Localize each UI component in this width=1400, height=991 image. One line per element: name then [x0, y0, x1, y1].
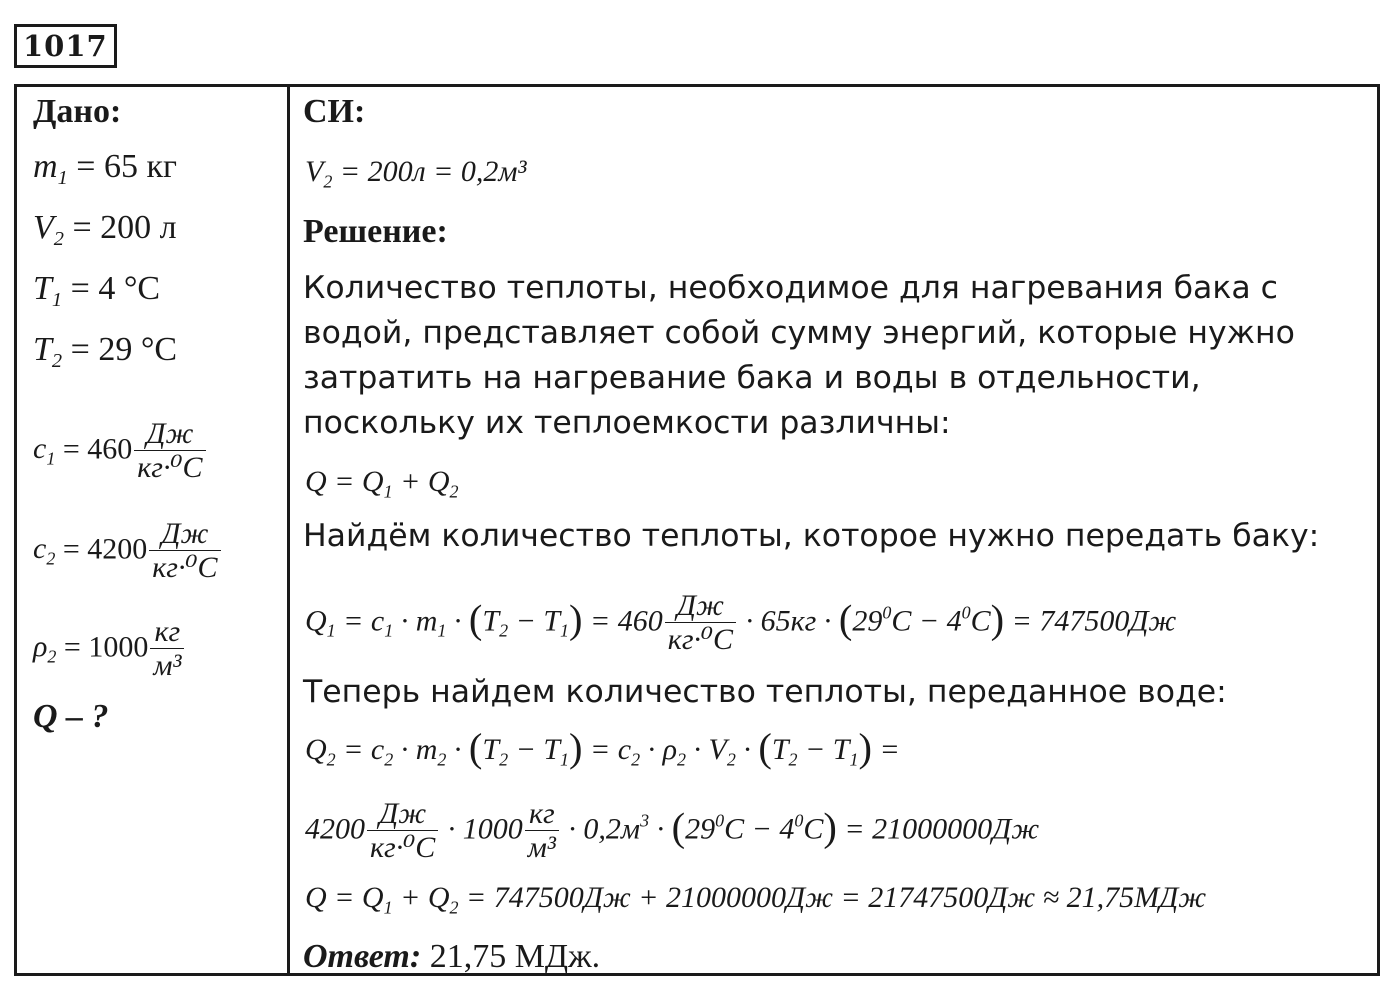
- q2-density-unit-denominator: м³: [527, 830, 556, 864]
- given-m1-value: 65 кг: [103, 148, 177, 185]
- column-divider: [287, 84, 290, 976]
- c2-unit-denominator: кг·⁰С: [152, 550, 218, 584]
- formula-q2-expanded: $Q_2 = c_2 \cdot m_2 \cdot (T_2 - T_1) = c_2 \cdot \rho_2 \cdot V_2 \cdot (T_2 - T_1)$ =: [305, 725, 900, 771]
- given-t2-value: 29 °С: [98, 331, 178, 368]
- c1-unit-numerator: Дж: [134, 418, 205, 451]
- answer-label: Ответ:: [303, 938, 422, 975]
- q1-unit-denominator: кг·⁰С: [667, 622, 734, 656]
- step1-text: Найдём количество теплоты, которое нужно передать баку:: [303, 518, 1320, 554]
- q2-rho-value: 1000: [462, 812, 523, 846]
- given-t2: $T_2 = 29$ °С: [33, 331, 178, 373]
- formula-total: $Q = Q_1 + Q_2 = 747500Дж + 21000000Дж = 21747500Дж \approx 21,75МДж$: [305, 881, 1207, 918]
- c2-unit-numerator: Дж: [149, 518, 220, 551]
- q1-unit-numerator: Дж: [665, 590, 736, 623]
- formula-q1: $Q_1 = c_1 \cdot m_1 \cdot (T_2 - T_1) = 460$ $\frac{Дж}{\text{кг·⁰С}}$ · $65кг \cdot (29^0C - 4^0C) = 747500Дж$: [305, 589, 1177, 656]
- q1-c1-value: 460: [617, 604, 663, 638]
- total-result: = 747500Дж + 21000000Дж = 21747500Дж ≈ 21,75МДж: [466, 881, 1207, 914]
- si-conversion: $V_2 = 200л = 0,2м^3$: [305, 155, 527, 192]
- rho2-unit-denominator: м³: [153, 648, 182, 682]
- rho2-unit-numerator: кг: [150, 616, 184, 649]
- given-t1-value: 4 °С: [98, 270, 161, 307]
- given-t1: $T_1 = 4$ °С: [33, 270, 161, 312]
- given-c2: $c_2 = 4200$ $\frac{Дж}{\text{кг·⁰С}}$: [33, 518, 223, 585]
- formula-q-sum: $Q = Q_1 + Q_2$: [305, 465, 459, 502]
- given-v2-value: 200 л: [100, 209, 177, 246]
- given-header: Дано:: [33, 93, 122, 130]
- formula-q2-numeric: 4200 $\frac{Дж}{\text{кг·⁰С}}$ · 1000 $\frac{кг}{\text{м³}}$ · $0,2м^3 \cdot (29^0C - 4^0C) = 21000000Дж$: [305, 797, 1040, 864]
- given-unknown: Q – ?: [33, 698, 109, 735]
- answer-line: [303, 937, 600, 977]
- given-c1: $c_1 = 460$ $\frac{Дж}{\text{кг·⁰С}}$: [33, 418, 208, 485]
- given-c2-value: 4200: [87, 532, 148, 566]
- solution-header: Решение:: [303, 213, 448, 250]
- given-rho2-value: 1000: [88, 630, 149, 664]
- given-c1-value: 460: [87, 432, 133, 466]
- si-conversion-text: = 200л = 0,2м³: [339, 155, 527, 188]
- q1-result: = 747500Дж: [1011, 604, 1177, 638]
- problem-number: 1017: [14, 24, 117, 68]
- si-header: СИ:: [303, 93, 366, 130]
- q2-density-unit-numerator: кг: [525, 798, 559, 831]
- step2-text: Теперь найдем количество теплоты, переданное воде:: [303, 674, 1227, 710]
- q2-result: = 21000000Дж: [844, 812, 1040, 846]
- solution-intro: Количество теплоты, необходимое для нагревания бака с водой, представляет собой сумму энергий, которые нужно затратить на нагревание бака и воды в отдельности, поскольку их теплоемкости различны:: [303, 270, 1295, 441]
- q2-heat-unit-denominator: кг·⁰С: [370, 830, 436, 864]
- q2-heat-unit-numerator: Дж: [367, 798, 438, 831]
- given-m1: $m_1 = 65$ кг: [33, 148, 177, 190]
- answer-value: 21,75 МДж.: [429, 938, 601, 975]
- q2-c2-value: 4200: [305, 812, 365, 846]
- given-v2: $V_2 = 200$ л: [33, 209, 177, 251]
- given-rho2: $\rho_2 = 1000$ $\frac{кг}{\text{м³}}$: [33, 616, 186, 683]
- c1-unit-denominator: кг·⁰С: [137, 450, 203, 484]
